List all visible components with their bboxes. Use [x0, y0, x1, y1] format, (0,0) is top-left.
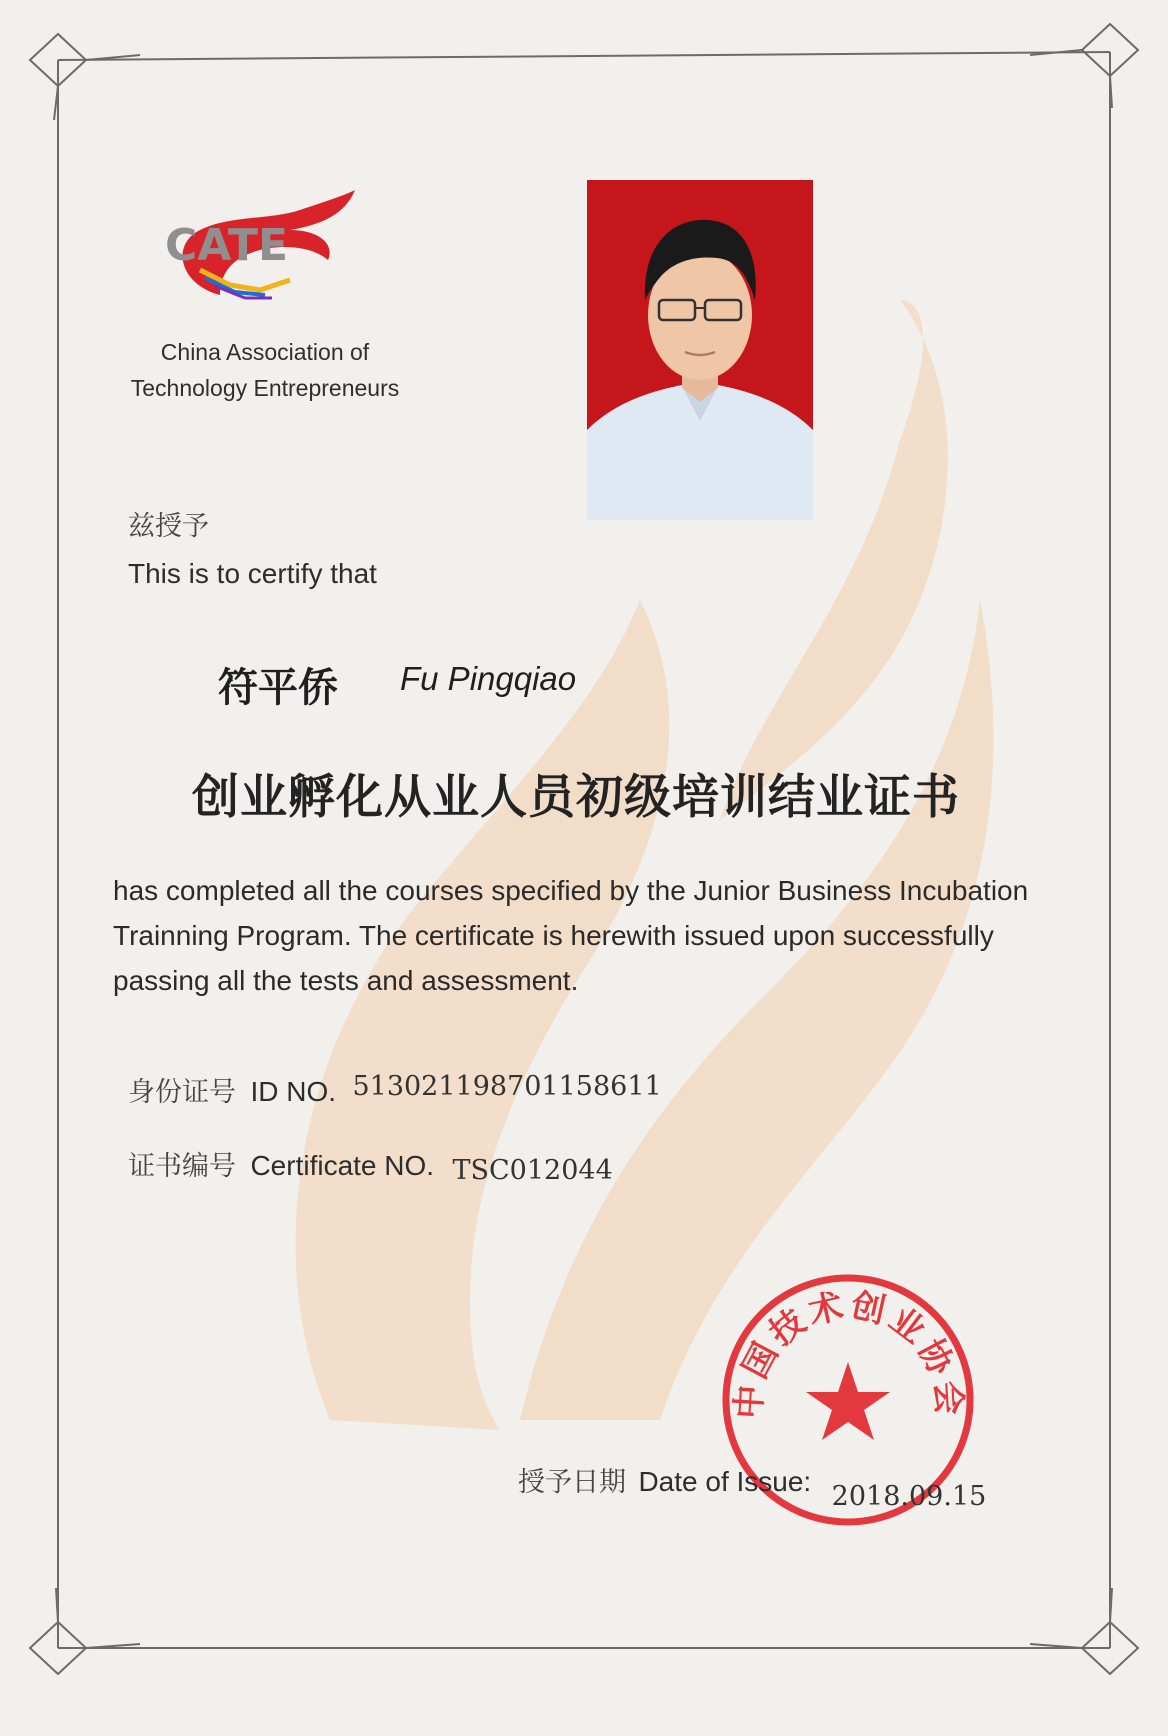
certify-intro-cn: 兹授予	[128, 511, 209, 542]
certificate-body-line2: Trainning Program. The certificate is herewith issued upon successfully	[113, 920, 994, 951]
issue-label-cn: 授予日期	[518, 1467, 626, 1498]
flame-logo-icon	[160, 190, 370, 310]
certificate-body-line1: has completed all the courses specified by the Junior Business Incubation	[113, 875, 1029, 906]
organization-name-line1: China Association of	[160, 339, 370, 365]
organization-name-line2: Technology Entrepreneurs	[130, 375, 400, 401]
id-label-en: ID NO.	[250, 1076, 337, 1107]
certificate-title: 创业孵化从业人员初级培训结业证书	[192, 770, 960, 825]
svg-text:CATE: CATE	[165, 220, 288, 271]
recipient-name-en: Fu Pingqiao	[400, 660, 577, 697]
star-icon	[806, 1362, 890, 1440]
seal-text: 中国技术创业协会	[729, 1285, 969, 1420]
certify-intro-en: This is to certify that	[128, 558, 377, 589]
certificate-label-en: Certificate NO.	[250, 1150, 435, 1181]
certificate-number-row	[128, 1144, 613, 1186]
issue-date-row	[518, 1460, 987, 1512]
certificate-body-line3: passing all the tests and assessment.	[113, 965, 579, 996]
certificate-label-cn: 证书编号	[128, 1151, 236, 1182]
recipient-name-cn: 符平侨	[218, 665, 338, 711]
id-label-cn: 身份证号	[128, 1077, 236, 1108]
certificate-body	[113, 868, 1073, 1003]
certificate-value: TSC012044	[452, 1155, 613, 1186]
id-value: 513021198701158611	[352, 1071, 662, 1102]
organization-logo	[160, 190, 370, 310]
id-number-row	[128, 1070, 662, 1109]
issue-value: 2018.09.15	[831, 1481, 987, 1512]
recipient-photo	[587, 180, 813, 520]
issue-label-en: Date of Issue:	[638, 1466, 812, 1497]
